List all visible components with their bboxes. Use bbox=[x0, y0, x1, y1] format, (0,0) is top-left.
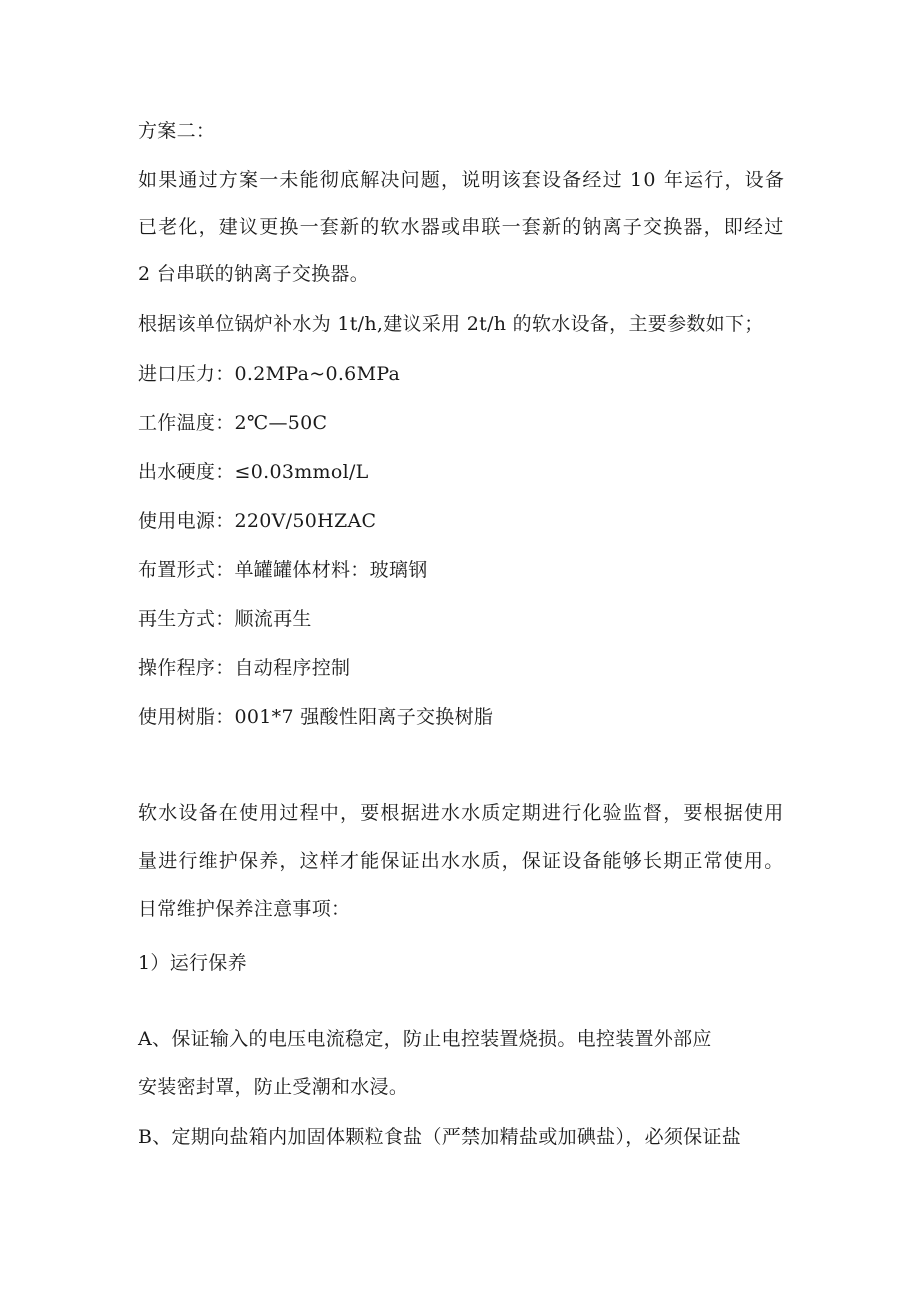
operation-maintenance-title: 1）运行保养 bbox=[138, 952, 247, 974]
item-a-line-1: A、保证输入的电压电流稳定，防止电控装置烧损。电控装置外部应 bbox=[138, 1028, 712, 1050]
maintenance-line-3: 日常维护保养注意事项： bbox=[138, 898, 351, 920]
section-heading: 方案二： bbox=[138, 120, 216, 142]
intro-line-3: 2 台串联的钠离子交换器。 bbox=[138, 263, 370, 285]
param-regeneration-method: 再生方式：顺流再生 bbox=[138, 608, 312, 630]
maintenance-line-1: 软水设备在使用过程中，要根据进水水质定期进行化验监督，要根据使用 bbox=[138, 802, 785, 824]
param-inlet-pressure: 进口压力：0.2MPa~0.6MPa bbox=[138, 363, 401, 385]
param-power-supply: 使用电源：220V/50HZAC bbox=[138, 510, 377, 532]
item-b-line-1: B、定期向盐箱内加固体颗粒食盐（严禁加精盐或加碘盐），必须保证盐 bbox=[138, 1126, 742, 1148]
param-working-temperature: 工作温度：2℃—50C bbox=[138, 412, 328, 434]
param-operation-program: 操作程序：自动程序控制 bbox=[138, 657, 351, 679]
recommendation-line: 根据该单位锅炉补水为 1t/h,建议采用 2t/h 的软水设备，主要参数如下； bbox=[138, 313, 764, 335]
param-outlet-hardness: 出水硬度：≤0.03mmol/L bbox=[138, 461, 369, 483]
item-a-line-2: 安装密封罩，防止受潮和水浸。 bbox=[138, 1076, 409, 1098]
param-layout-material: 布置形式：单罐罐体材料：玻璃钢 bbox=[138, 559, 428, 581]
intro-line-1: 如果通过方案一未能彻底解决问题，说明该套设备经过 10 年运行，设备 bbox=[138, 169, 786, 191]
intro-line-2: 已老化，建议更换一套新的软水器或串联一套新的钠离子交换器，即经过 bbox=[138, 216, 785, 238]
maintenance-line-2: 量进行维护保养，这样才能保证出水水质，保证设备能够长期正常使用。 bbox=[138, 850, 785, 872]
param-resin: 使用树脂：001*7 强酸性阳离子交换树脂 bbox=[138, 706, 494, 728]
